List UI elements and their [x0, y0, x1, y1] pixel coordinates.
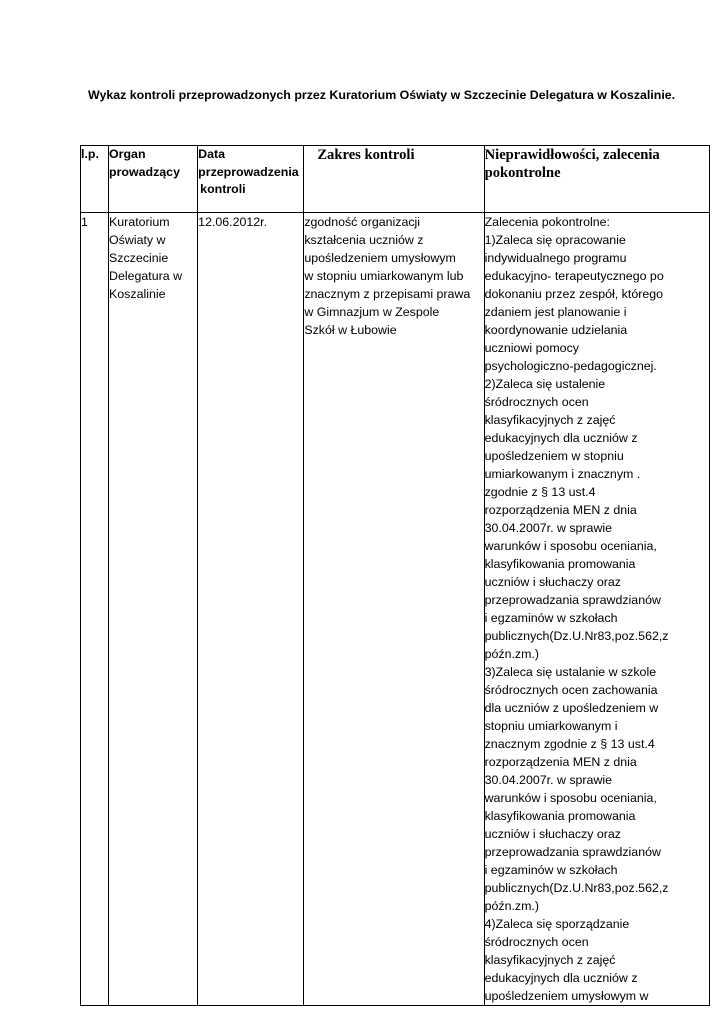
scope-text-line: znacznym z przepisami prawa [304, 287, 471, 301]
organ-text-line: Oświaty w [109, 233, 166, 247]
header-date: Data przeprowadzenia kontroli [198, 146, 304, 213]
findings-text-line: śródrocznych ocen zachowania [484, 683, 658, 697]
findings-text-line: 3)Zaleca się ustalanie w szkole [484, 665, 657, 679]
header-scope: Zakres kontroli [304, 146, 484, 213]
findings-text-line: 2)Zaleca się ustalenie [484, 377, 606, 391]
table-row [81, 213, 710, 1006]
cell-organ [109, 213, 198, 1006]
findings-text-line: znacznym zgodnie z § 13 ust.4 [484, 737, 655, 751]
findings-text-line: śródrocznych ocen [484, 935, 589, 949]
findings-text-line: 30.04.2007r. w sprawie [484, 521, 613, 535]
findings-text-line: publicznych(Dz.U.Nr83,poz.562,z [484, 881, 669, 895]
findings-text-line: psychologiczno-pedagogicznej. [484, 359, 657, 373]
findings-text-line: zgodnie z § 13 ust.4 [484, 485, 596, 499]
findings-text-line: publicznych(Dz.U.Nr83,poz.562,z [484, 629, 669, 643]
header-findings: Nieprawidłowości, zalecenia pokontrolne [484, 146, 709, 213]
header-organ: Organ prowadzący [109, 146, 198, 213]
findings-text-line: 4)Zaleca się sporządzanie [484, 917, 630, 931]
findings-text-line: koordynowanie udzielania [484, 323, 628, 337]
findings-text-line: stopniu umiarkowanym i [484, 719, 618, 733]
findings-text-line: zdaniem jest planowanie i [484, 305, 627, 319]
findings-text-line: i egzaminów w szkołach [484, 863, 618, 877]
findings-text-line: warunków i sposobu oceniania, [484, 539, 657, 553]
findings-text-line: i egzaminów w szkołach [484, 611, 618, 625]
cell-date: 12.06.2012r. [198, 213, 304, 1006]
findings-text-line: upośledzeniem umysłowym w [484, 989, 649, 1003]
cell-scope [304, 213, 484, 1006]
organ-text-line: Koszalinie [109, 287, 166, 301]
organ-text-line: Szczecinie [109, 251, 169, 265]
findings-text-line: rozporządzenia MEN z dnia [484, 755, 637, 769]
findings-text-line: rozporządzenia MEN z dnia [484, 503, 637, 517]
organ-text-line: Kuratorium [109, 215, 170, 229]
scope-text-line: upośledzeniem umysłowym [304, 251, 456, 265]
findings-text-line: dla uczniów z upośledzeniem w [484, 701, 659, 715]
findings-text-line: uczniów i słuchaczy oraz [484, 575, 621, 589]
table-header-row [81, 146, 710, 213]
scope-text-line: w stopniu umiarkowanym lub [304, 269, 464, 283]
findings-text-line: przeprowadzania sprawdzianów [484, 593, 661, 607]
findings-text-line: 1)Zaleca się opracowanie [484, 233, 626, 247]
findings-text-line: uczniów i słuchaczy oraz [484, 827, 621, 841]
findings-text-line: 30.04.2007r. w sprawie [484, 773, 613, 787]
findings-text-line: edukacyjnych dla uczniów z [484, 431, 638, 445]
findings-text-line: klasyfikowania promowania [484, 557, 636, 571]
findings-text-line: umiarkowanym i znacznym . [484, 467, 641, 481]
page-title: Wykaz kontroli przeprowadzonych przez Kuratorium Oświaty w Szczecinie Delegatura w Koszalinie. [88, 88, 676, 102]
findings-text-line: przeprowadzania sprawdzianów [484, 845, 661, 859]
inspections-table [80, 145, 710, 1006]
scope-text-line: w Gimnazjum w Zespole [304, 305, 440, 319]
findings-text-line: uczniowi pomocy [484, 341, 579, 355]
scope-text-line: zgodność organizacji [304, 215, 421, 229]
organ-text-line: Delegatura w [109, 269, 183, 283]
cell-lp: 1 [81, 213, 109, 1006]
findings-text-line: klasyfikowania promowania [484, 809, 636, 823]
scope-text-line: kształcenia uczniów z [304, 233, 424, 247]
scope-text-line: Szkół w Łubowie [304, 323, 397, 337]
findings-text-line: edukacyjno- terapeutycznego po [484, 269, 664, 283]
findings-text-line: warunków i sposobu oceniania, [484, 791, 657, 805]
findings-text-line: edukacyjnych dla uczniów z [484, 971, 638, 985]
findings-text-line: późn.zm.) [484, 899, 540, 913]
findings-text-line: Zalecenia pokontrolne: [484, 215, 610, 229]
findings-text-line: klasyfikacyjnych z zajęć [484, 413, 616, 427]
findings-text-line: indywidualnego programu [484, 251, 627, 265]
cell-findings [484, 213, 709, 1006]
findings-text-line: upośledzeniem w stopniu [484, 449, 624, 463]
findings-text-line: klasyfikacyjnych z zajęć [484, 953, 616, 967]
findings-text-line: dokonaniu przez zespół, którego [484, 287, 664, 301]
findings-text-line: śródrocznych ocen [484, 395, 589, 409]
header-lp: l.p. [81, 146, 109, 213]
findings-text-line: późn.zm.) [484, 647, 540, 661]
